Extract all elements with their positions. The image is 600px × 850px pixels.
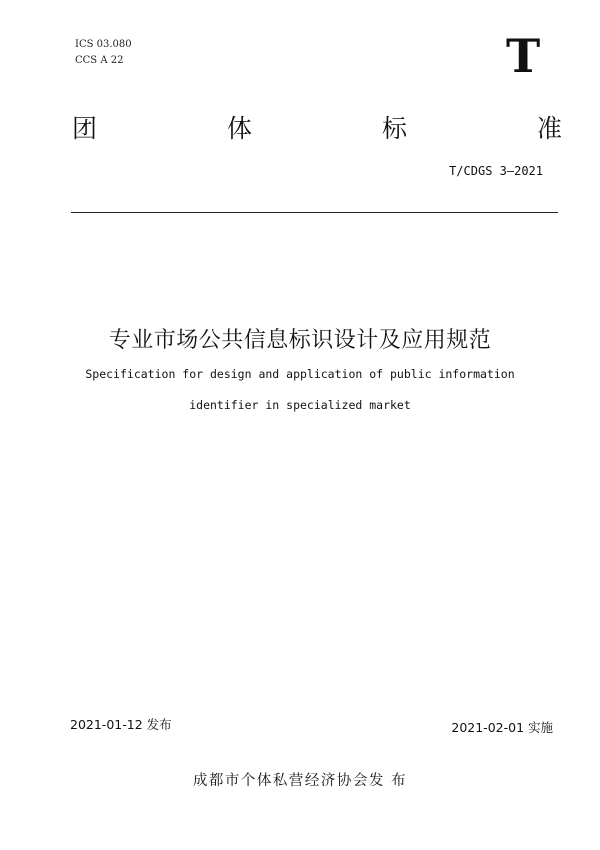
standard-type-heading bbox=[72, 112, 562, 146]
document-title-chinese: 专业市场公共信息标识设计及应用规范 bbox=[108, 328, 492, 353]
document-title-english-line1: Specification for design and application of public information bbox=[85, 367, 515, 381]
implement-date: 2021-02-01 实施 bbox=[451, 720, 553, 735]
standard-type-char: 准 bbox=[536, 114, 562, 143]
standard-type-char: 体 bbox=[226, 114, 252, 143]
header-divider bbox=[71, 212, 558, 213]
document-title-english-line2: identifier in specialized market bbox=[189, 398, 411, 412]
standard-type-char: 团 bbox=[72, 114, 98, 143]
ics-code: ICS 03.080 bbox=[75, 39, 132, 50]
standard-type-char: 标 bbox=[381, 114, 407, 143]
standard-category-letter: T bbox=[506, 29, 541, 83]
classification-codes bbox=[75, 37, 132, 69]
ccs-code: CCS A 22 bbox=[75, 55, 124, 66]
standard-code: T/CDGS 3—2021 bbox=[449, 164, 543, 178]
issuing-organization: 成都市个体私营经济协会发 布 bbox=[192, 773, 408, 789]
publish-date: 2021-01-12 发布 bbox=[70, 717, 172, 732]
